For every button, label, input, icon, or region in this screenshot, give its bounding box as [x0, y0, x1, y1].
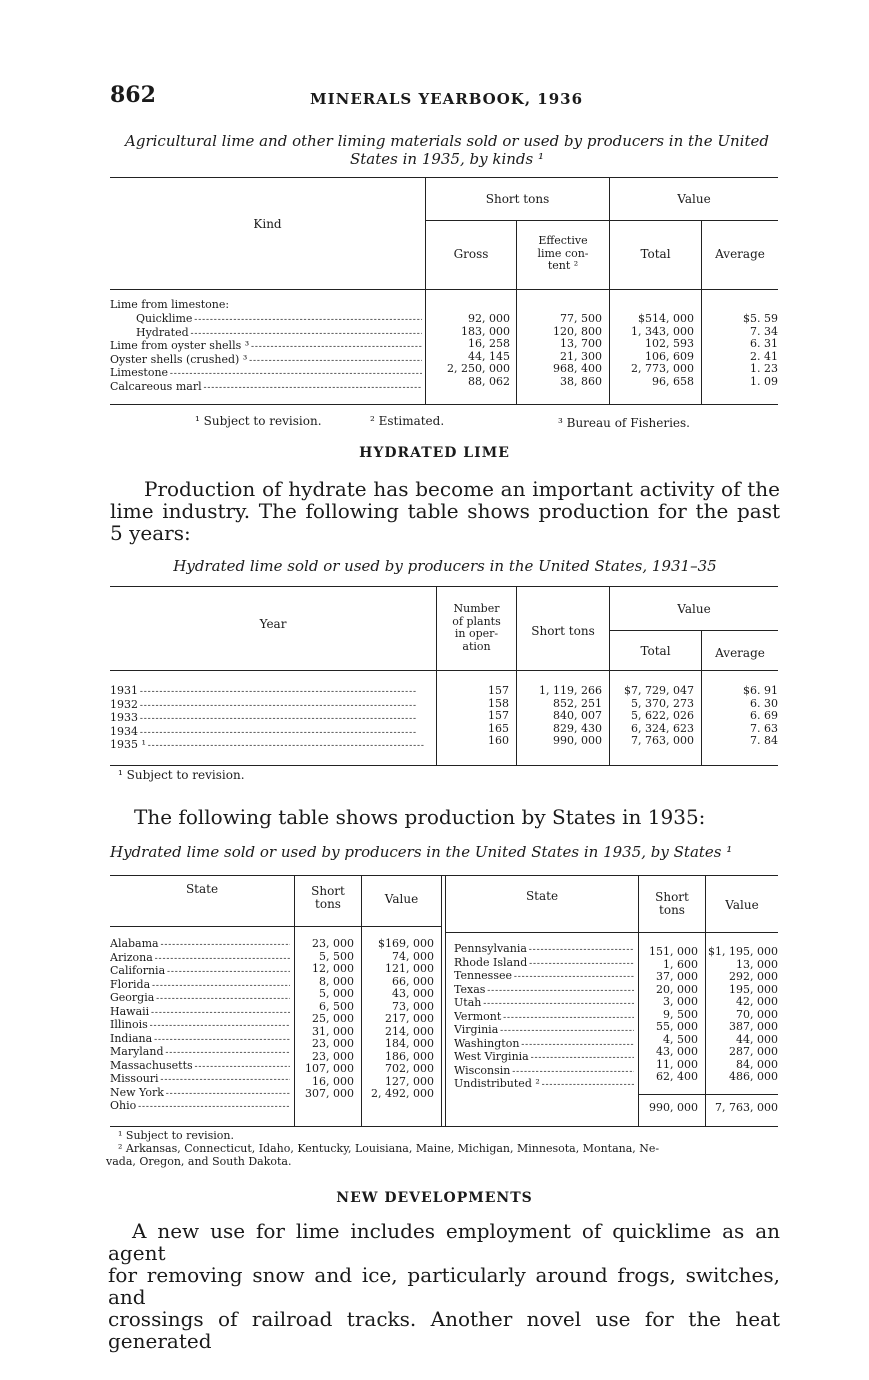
table1-cell-gross: 183, 000 — [461, 324, 510, 338]
table3-total-rule — [638, 1094, 778, 1095]
paragraph-line: Production of hydrate has become an important activity of the — [144, 477, 780, 501]
table2-cell-plants: 165 — [488, 721, 509, 735]
states-intro: The following table shows production by States in 1935: — [134, 805, 706, 829]
table1-subheader-rule — [426, 220, 778, 221]
table3-cell-value: 387, 000 — [729, 1020, 778, 1033]
table1-cell-effective: 77, 500 — [560, 312, 602, 325]
table3-row-state: Ohio - - - — [110, 1100, 290, 1114]
table3-cell-tons: 307, 000 — [305, 1087, 354, 1100]
table3-cell-tons: 1, 600 — [663, 957, 698, 971]
table2-total-column — [610, 685, 694, 748]
table3-cell-tons: 107, 000 — [305, 1062, 354, 1075]
table3-row-state: Florida - - - — [110, 979, 290, 993]
section-heading-hydrated: HYDRATED LIME — [359, 445, 510, 461]
table3-col-value-right: Value — [725, 898, 759, 912]
table1-cell-average: 6. 31 — [750, 337, 778, 350]
table1-cell-effective: 21, 300 — [560, 349, 602, 363]
table1-col-effective: Effective lime con- tent ² — [537, 234, 589, 272]
new-developments-paragraph — [108, 1220, 780, 1352]
table3-cell-tons: 31, 000 — [312, 1024, 354, 1038]
table3-vrule — [445, 875, 446, 1126]
table1-caption-line2: States in 1935, by kinds ¹ — [349, 150, 545, 168]
table3-cell-tons: 12, 000 — [312, 962, 354, 975]
table1-cell-gross: 44, 145 — [468, 349, 510, 363]
table3-right-state-column — [454, 943, 634, 1092]
table3-row-state: Undistributed ² - - - — [454, 1078, 634, 1092]
table3-left-state-column — [110, 938, 290, 1114]
table3-bottom-rule — [110, 1126, 778, 1127]
table3-row-state: Maryland - - - — [110, 1046, 290, 1060]
table3-left-tons-column — [295, 938, 354, 1101]
table2-average-column — [702, 685, 778, 748]
table3-cell-value: 702, 000 — [385, 1062, 434, 1075]
table2-row-year: 1934 - - - — [110, 726, 432, 740]
table3-row-state: Missouri - - - — [110, 1073, 290, 1087]
table1-cell-total: 96, 658 — [652, 374, 694, 388]
table1-cell-total: 106, 609 — [645, 349, 694, 363]
table3-cell-tons: 23, 000 — [312, 1037, 354, 1050]
table2-cell-average: 7. 84 — [750, 734, 778, 747]
table1-col-value: Value — [677, 192, 711, 206]
table3-cell-value: 43, 000 — [392, 987, 434, 1000]
table1-cell-total: $514, 000 — [638, 312, 694, 325]
table3-row-state: Utah - - - — [454, 997, 634, 1011]
table3-cell-value: 287, 000 — [729, 1045, 778, 1058]
table3-row-state: Tennessee - - - — [454, 970, 634, 984]
table3-row-state: Virginia - - - — [454, 1024, 634, 1038]
table3-cell-value: 121, 000 — [385, 962, 434, 975]
table1-gross-column — [426, 313, 510, 388]
table3-right-value-column — [706, 946, 778, 1084]
table2-cell-average: 7. 63 — [750, 721, 778, 735]
table2-col-value: Value — [677, 602, 711, 616]
table3-cell-tons: 9, 500 — [663, 1007, 698, 1021]
table2-cell-total: 7, 763, 000 — [631, 734, 694, 747]
table1-cell-effective: 13, 700 — [560, 337, 602, 350]
table1-total-column — [610, 313, 694, 388]
table3-row-state: Arizona - - - — [110, 952, 290, 966]
table2-row-year: 1931 - - - — [110, 685, 432, 699]
table3-cell-value: 84, 000 — [736, 1057, 778, 1071]
table1-cell-average: 7. 34 — [750, 324, 778, 338]
table3-header-rule-right — [446, 932, 778, 933]
table3-row-state: Georgia - - - — [110, 992, 290, 1006]
table2-cell-tons: 1, 119, 266 — [539, 684, 602, 697]
table2-cell-tons: 990, 000 — [553, 734, 602, 747]
table3-cell-tons: 151, 000 — [649, 945, 698, 958]
table1-effective-column — [517, 313, 602, 388]
table3-cell-tons: 8, 000 — [319, 974, 354, 988]
table2-caption: Hydrated lime sold or used by producers in the United States, 1931–35 — [173, 557, 717, 575]
table1-footnote: ¹ Subject to revision. — [195, 414, 322, 428]
table3-row-state: Rhode Island - - - — [454, 957, 634, 971]
table3-col-state-right: State — [525, 889, 559, 903]
table3-row-state: Illinois - - - — [110, 1019, 290, 1033]
table3-col-tons-right: Short tons — [655, 890, 689, 917]
table1-cell-gross: 92, 000 — [468, 312, 510, 325]
table3-cell-value: 195, 000 — [729, 982, 778, 996]
table2-row-year: 1932 - - - — [110, 699, 432, 713]
table3-total-tons: 990, 000 — [649, 1101, 698, 1114]
table2-cell-average: 6. 30 — [750, 696, 778, 710]
table3-col-state-left: State — [185, 882, 219, 896]
table2-cell-tons: 852, 251 — [553, 696, 602, 710]
table3-row-state: Hawaii - - - — [110, 1006, 290, 1020]
table2-col-year: Year — [259, 617, 287, 631]
table2-cell-total: 6, 324, 623 — [631, 721, 694, 735]
paragraph-line: for removing snow and ice, particularly around frogs, switches, and — [108, 1263, 780, 1309]
table1-header-rule — [110, 289, 778, 290]
table3-cell-value: 214, 000 — [385, 1024, 434, 1038]
table3-cell-value: 73, 000 — [392, 999, 434, 1013]
table2-top-rule — [110, 586, 778, 587]
running-title: MINERALS YEARBOOK, 1936 — [310, 90, 584, 108]
table2-bottom-rule — [110, 765, 778, 766]
table3-cell-value: 66, 000 — [392, 974, 434, 988]
table3-row-state: New York - - - — [110, 1087, 290, 1101]
table3-caption: Hydrated lime sold or used by producers in the United States in 1935, by States ¹ — [110, 843, 733, 861]
table1-row-kind: Quicklime - - - — [110, 313, 422, 327]
table3-cell-tons: 11, 000 — [656, 1057, 698, 1071]
table1-row-kind: Calcareous marl - - - — [110, 381, 422, 395]
table2-cell-total: $7, 729, 047 — [624, 684, 694, 697]
table3-cell-value: 186, 000 — [385, 1049, 434, 1063]
table1-cell-gross: 16, 258 — [468, 337, 510, 350]
table3-col-tons-left: Short tons — [311, 884, 345, 911]
table3-top-rule — [110, 875, 778, 876]
table1-group-label: Lime from limestone: — [110, 298, 230, 311]
table3-cell-tons: 20, 000 — [656, 982, 698, 996]
table3-cell-value: 184, 000 — [385, 1037, 434, 1050]
paragraph-line: 5 years: — [110, 521, 191, 545]
table3-cell-tons: 55, 000 — [656, 1020, 698, 1033]
table3-cell-tons: 3, 000 — [663, 995, 698, 1008]
table3-row-state: West Virginia - - - — [454, 1051, 634, 1065]
table3-cell-tons: 6, 500 — [319, 999, 354, 1013]
table1-kind-column — [110, 313, 422, 394]
table1-col-gross: Gross — [453, 247, 489, 261]
table3-cell-tons: 37, 000 — [656, 970, 698, 983]
table3-cell-tons: 4, 500 — [663, 1032, 698, 1046]
table1-row-kind: Oyster shells (crushed) ³ - - - — [110, 354, 422, 368]
table3-row-state: Wisconsin - - - — [454, 1065, 634, 1079]
table1-cell-gross: 88, 062 — [468, 374, 510, 388]
table1-cell-average: 1. 09 — [750, 374, 778, 388]
paragraph-line: crossings of railroad tracks. Another novel use for the heat generated — [108, 1307, 780, 1353]
hydrated-paragraph — [110, 478, 780, 544]
table3-total-value: 7, 763, 000 — [715, 1101, 778, 1114]
table1-top-rule — [110, 177, 778, 178]
table2-row-year: 1933 - - - — [110, 712, 432, 726]
table3-row-state: Alabama - - - — [110, 938, 290, 952]
table3-cell-value: 486, 000 — [729, 1070, 778, 1083]
table3-row-state: Washington - - - — [454, 1038, 634, 1052]
table3-cell-value: 44, 000 — [736, 1032, 778, 1046]
table3-row-state: Vermont - - - — [454, 1011, 634, 1025]
table2-tons-column — [517, 685, 602, 748]
table1-cell-total: 102, 593 — [645, 337, 694, 350]
table2-cell-plants: 157 — [488, 709, 509, 722]
table1-cell-average: 2. 41 — [750, 349, 778, 363]
table2-col-total: Total — [640, 644, 671, 658]
table2-col-plants: Number of plants in oper- ation — [452, 602, 501, 653]
table1-row-kind: Limestone - - - — [110, 367, 422, 381]
table1-average-column — [702, 313, 778, 388]
table2-subheader-rule — [610, 630, 778, 631]
table3-header-rule-left — [110, 926, 442, 927]
table1-row-kind: Lime from oyster shells ³ - - - — [110, 340, 422, 354]
table2-plants-column — [437, 685, 509, 748]
table3-footnote: vada, Oregon, and South Dakota. — [106, 1155, 292, 1168]
table3-cell-tons: 62, 400 — [656, 1070, 698, 1083]
section-heading-new-developments: NEW DEVELOPMENTS — [336, 1190, 533, 1206]
table3-vrule — [441, 875, 442, 1126]
table2-cell-average: $6. 91 — [743, 684, 778, 697]
table1-col-kind: Kind — [253, 217, 282, 231]
table2-footnote: ¹ Subject to revision. — [118, 768, 245, 782]
table2-year-column — [110, 685, 432, 753]
table3-row-state: California - - - — [110, 965, 290, 979]
table1-cell-effective: 120, 800 — [553, 324, 602, 338]
table3-cell-value: 2, 492, 000 — [371, 1087, 434, 1100]
table3-row-state: Indiana - - - — [110, 1033, 290, 1047]
table3-footnote: ¹ Subject to revision. — [118, 1129, 234, 1142]
table2-header-rule — [110, 670, 778, 671]
table3-footnote: ² Arkansas, Connecticut, Idaho, Kentucky, Louisiana, Maine, Michigan, Minnesota, Montana, Ne- — [118, 1142, 660, 1155]
table2-col-average: Average — [715, 646, 765, 660]
table3-right-tons-column — [639, 946, 698, 1084]
table1-cell-total: 1, 343, 000 — [631, 324, 694, 338]
table2-cell-plants: 160 — [488, 734, 509, 747]
table3-cell-value: 70, 000 — [736, 1007, 778, 1021]
table2-cell-total: 5, 622, 026 — [631, 709, 694, 722]
table1-col-short-tons: Short tons — [485, 192, 550, 206]
table3-left-value-column — [362, 938, 434, 1101]
table1-caption-line1: Agricultural lime and other liming materials sold or used by producers in the United — [125, 132, 769, 150]
table3-cell-value: 217, 000 — [385, 1012, 434, 1025]
table1-cell-average: $5. 59 — [743, 312, 778, 325]
table3-cell-tons: 16, 000 — [312, 1074, 354, 1088]
table3-cell-tons: 5, 500 — [319, 949, 354, 963]
table3-row-state: Massachusetts - - - — [110, 1060, 290, 1074]
table2-cell-average: 6. 69 — [750, 709, 778, 722]
table3-cell-tons: 5, 000 — [319, 987, 354, 1000]
table1-col-average: Average — [715, 247, 765, 261]
table1-footnote: ² Estimated. — [370, 414, 445, 428]
table3-col-value-left: Value — [384, 892, 419, 906]
table1-col-total: Total — [640, 247, 671, 261]
table3-cell-value: 13, 000 — [736, 957, 778, 971]
table2-cell-plants: 158 — [488, 696, 509, 710]
table2-row-year: 1935 ¹ - - - — [110, 739, 432, 753]
table2-cell-tons: 829, 430 — [553, 721, 602, 735]
table3-row-state: Pennsylvania - - - — [454, 943, 634, 957]
table1-bottom-rule — [110, 404, 778, 405]
table1-cell-average: 1. 23 — [750, 362, 778, 375]
table2-cell-tons: 840, 007 — [553, 709, 602, 722]
table1-footnote: ³ Bureau of Fisheries. — [558, 416, 690, 430]
table1-row-kind: Hydrated - - - — [110, 327, 422, 341]
table3-cell-value: $169, 000 — [378, 937, 434, 950]
table3-cell-tons: 23, 000 — [312, 1049, 354, 1063]
table1-cell-effective: 968, 400 — [553, 362, 602, 375]
table3-cell-value: $1, 195, 000 — [708, 945, 778, 958]
page-number: 862 — [110, 82, 156, 108]
table3-cell-tons: 23, 000 — [312, 937, 354, 950]
table2-cell-total: 5, 370, 273 — [631, 696, 694, 710]
table3-cell-value: 74, 000 — [392, 949, 434, 963]
table3-cell-value: 292, 000 — [729, 970, 778, 983]
table1-cell-total: 2, 773, 000 — [631, 362, 694, 375]
table3-cell-value: 127, 000 — [385, 1074, 434, 1088]
paragraph-line: lime industry. The following table shows production for the past — [110, 499, 780, 523]
table3-row-state: Texas - - - — [454, 984, 634, 998]
paragraph-line: A new use for lime includes employment of quicklime as an agent — [108, 1219, 780, 1265]
table3-cell-tons: 43, 000 — [656, 1045, 698, 1058]
table1-cell-effective: 38, 860 — [560, 374, 602, 388]
table2-cell-plants: 157 — [488, 684, 509, 697]
table3-cell-tons: 25, 000 — [312, 1012, 354, 1025]
table3-cell-value: 42, 000 — [736, 995, 778, 1008]
table1-cell-gross: 2, 250, 000 — [447, 362, 510, 375]
table2-col-short-tons: Short tons — [531, 624, 595, 638]
